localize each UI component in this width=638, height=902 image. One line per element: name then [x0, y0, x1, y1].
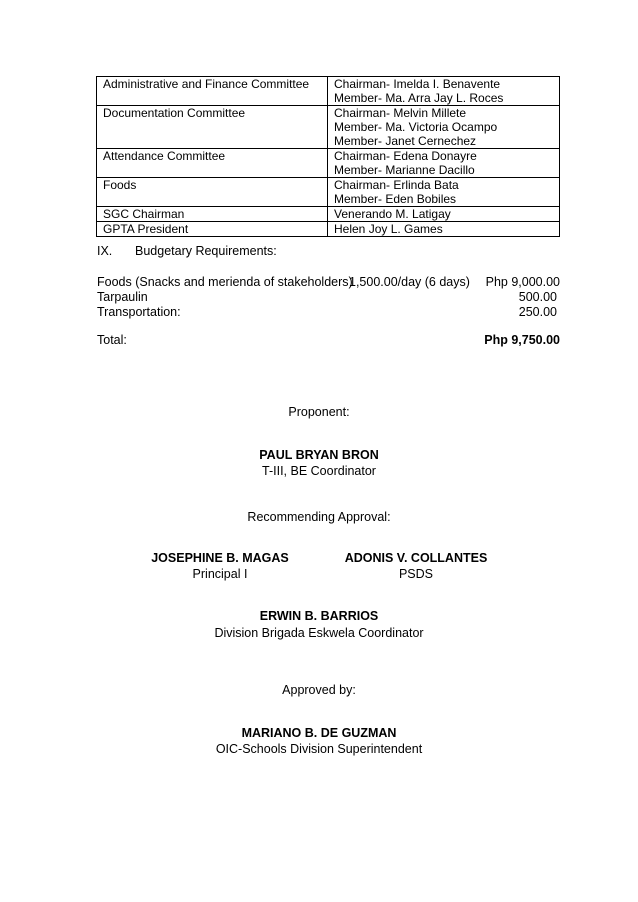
- budget-item-amount: 500.00: [518, 290, 557, 304]
- committee-members: Venerando M. Latigay: [328, 207, 560, 222]
- budget-total-amount: Php 9,750.00: [484, 333, 560, 347]
- coordinator-title: Division Brigada Eskwela Coordinator: [214, 626, 424, 640]
- committee-name: Documentation Committee: [97, 106, 328, 149]
- approver-name: MARIANO B. DE GUZMAN: [241, 726, 397, 740]
- budget-row-foods: [97, 275, 560, 291]
- table-row: [97, 207, 560, 222]
- section-title: Budgetary Requirements:: [135, 244, 277, 258]
- budget-item-amount: Php 9,000.00: [485, 275, 560, 289]
- budget-item-rate: 1,500.00/day (6 days): [349, 275, 470, 289]
- committee-members: Chairman- Edena Donayre Member- Marianne Dacillo: [328, 149, 560, 178]
- budget-row-transportation: [97, 305, 560, 321]
- proponent-heading: Proponent:: [288, 405, 350, 419]
- committee-members: Chairman- Erlinda Bata Member- Eden Bobiles: [328, 178, 560, 207]
- committee-name: Attendance Committee: [97, 149, 328, 178]
- table-row: [97, 149, 560, 178]
- budget-row-tarpaulin: [97, 290, 560, 306]
- signatory-name: ADONIS V. COLLANTES: [344, 551, 488, 565]
- approved-heading: Approved by:: [282, 683, 356, 697]
- signatory-title: Principal I: [192, 567, 248, 581]
- committee-name: GPTA President: [97, 222, 328, 237]
- budget-item-label: Tarpaulin: [97, 290, 148, 304]
- committee-name: SGC Chairman: [97, 207, 328, 222]
- coordinator-name: ERWIN B. BARRIOS: [259, 609, 379, 623]
- section-number: IX.: [97, 244, 113, 258]
- committee-table: [96, 76, 560, 237]
- committee-members: Chairman- Melvin Millete Member- Ma. Victoria Ocampo Member- Janet Cernechez: [328, 106, 560, 149]
- recommending-heading: Recommending Approval:: [247, 510, 391, 524]
- table-row: [97, 77, 560, 106]
- budget-item-label: Transportation:: [97, 305, 181, 319]
- committee-name: Foods: [97, 178, 328, 207]
- table-row: [97, 222, 560, 237]
- budget-total-label: Total:: [97, 333, 127, 347]
- budget-item-amount: 250.00: [518, 305, 557, 319]
- committee-members: Helen Joy L. Games: [328, 222, 560, 237]
- budget-item-label: Foods (Snacks and merienda of stakeholders): [97, 275, 353, 289]
- table-row: [97, 106, 560, 149]
- signatory-title: PSDS: [398, 567, 434, 581]
- signatory-name: JOSEPHINE B. MAGAS: [151, 551, 289, 565]
- committee-members: Chairman- Imelda I. Benavente Member- Ma. Arra Jay L. Roces: [328, 77, 560, 106]
- proponent-title: T-III, BE Coordinator: [262, 464, 376, 478]
- signatory-right: [326, 551, 506, 581]
- signatory-left: [130, 551, 310, 581]
- budget-total-row: [97, 333, 560, 349]
- committee-name: Administrative and Finance Committee: [97, 77, 328, 106]
- proponent-name: PAUL BRYAN BRON: [259, 448, 379, 462]
- approver-title: OIC-Schools Division Superintendent: [215, 742, 423, 756]
- section-heading: [97, 244, 277, 258]
- table-row: [97, 178, 560, 207]
